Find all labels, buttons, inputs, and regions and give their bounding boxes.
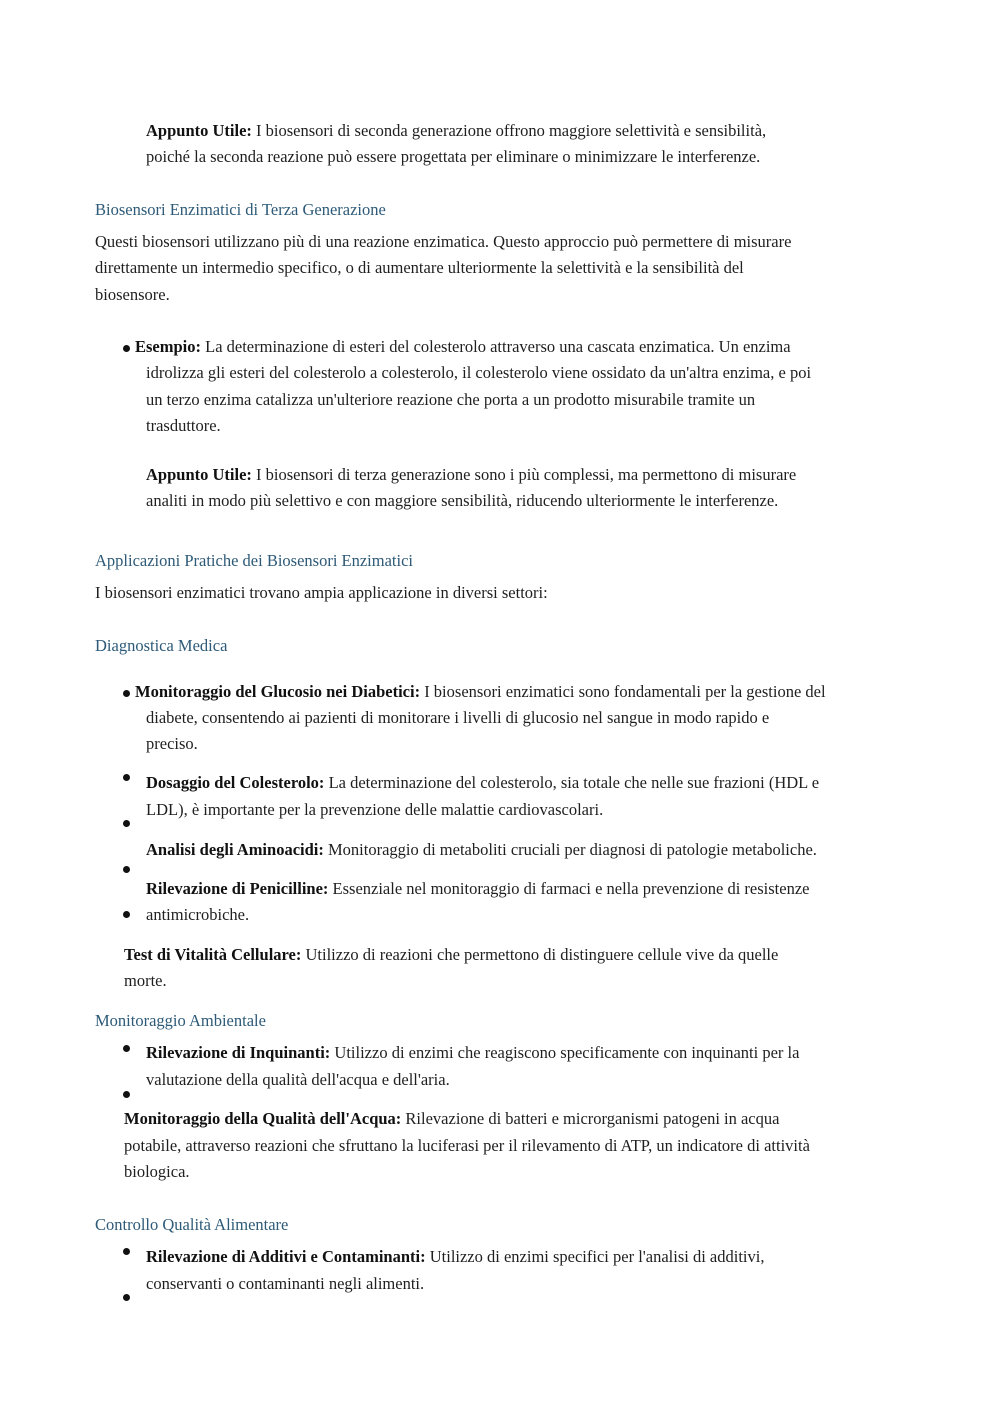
list-item-line: preciso. [146, 734, 198, 753]
list-item-line: conservanti o contaminanti negli alimenti. [146, 1274, 425, 1293]
list-item: Rilevazione di Inquinanti: Utilizzo di enzimi che reagiscono specificamente con inquinanti per la [146, 1043, 800, 1062]
example-line: trasduttore. [146, 416, 221, 435]
bullet-icon [123, 1091, 130, 1098]
bullet-icon [123, 911, 130, 918]
list-item-line: antimicrobiche. [146, 905, 250, 924]
section-heading-third-generation: Biosensori Enzimatici di Terza Generazione [95, 200, 386, 219]
note-paragraph: Appunto Utile: I biosensori di seconda generazione offrono maggiore selettività e sensibilità, [146, 121, 767, 140]
bullet-icon [123, 345, 130, 352]
list-item-line: biologica. [124, 1162, 190, 1181]
section-heading-diagnostics: Diagnostica Medica [95, 636, 228, 655]
item-label: Dosaggio del Colesterolo: [146, 773, 325, 792]
example-label: Esempio: [135, 337, 201, 356]
list-item: Rilevazione di Additivi e Contaminanti: Utilizzo di enzimi specifici per l'analisi di additivi, [146, 1247, 765, 1266]
list-item: Analisi degli Aminoacidi: Monitoraggio di metaboliti cruciali per diagnosi di patologie metaboliche. [146, 840, 817, 859]
list-item: Monitoraggio del Glucosio nei Diabetici: I biosensori enzimatici sono fondamentali per la gestione del [135, 682, 826, 701]
paragraph-line: biosensore. [95, 285, 170, 304]
note-paragraph-line: analiti in modo più selettivo e con maggiore sensibilità, riducendo ulteriormente le interferenze. [146, 491, 779, 510]
section-heading-environment: Monitoraggio Ambientale [95, 1011, 266, 1030]
item-label: Test di Vitalità Cellulare: [124, 945, 302, 964]
note-label: Appunto Utile: [146, 121, 252, 140]
bullet-icon [123, 1045, 130, 1052]
item-label: Analisi degli Aminoacidi: [146, 840, 324, 859]
list-item-line: diabete, consentendo ai pazienti di monitorare i livelli di glucosio nel sangue in modo rapido e [146, 708, 770, 727]
example-item: Esempio: La determinazione di esteri del colesterolo attraverso una cascata enzimatica. Un enzima [135, 337, 791, 356]
item-label: Monitoraggio del Glucosio nei Diabetici: [135, 682, 421, 701]
list-item-line: LDL), è importante per la prevenzione delle malattie cardiovascolari. [146, 800, 604, 819]
intro-paragraph: I biosensori enzimatici trovano ampia applicazione in diversi settori: [95, 583, 548, 602]
section-heading-applications: Applicazioni Pratiche dei Biosensori Enzimatici [95, 551, 413, 570]
paragraph-line: direttamente un intermedio specifico, o di aumentare ulteriormente la selettività e la sensibilità del [95, 258, 744, 277]
bullet-icon [123, 866, 130, 873]
bullet-icon [123, 690, 130, 697]
list-item-line: morte. [124, 971, 167, 990]
bullet-icon [123, 1248, 130, 1255]
example-line: idrolizza gli esteri del colesterolo a colesterolo, il colesterolo viene ossidato da un'altra enzima, e poi [146, 363, 812, 382]
note-paragraph-line: poiché la seconda reazione può essere progettata per eliminare o minimizzare le interferenze. [146, 147, 761, 166]
item-label: Rilevazione di Inquinanti: [146, 1043, 331, 1062]
bullet-icon [123, 774, 130, 781]
note-label: Appunto Utile: [146, 465, 252, 484]
list-item: Test di Vitalità Cellulare: Utilizzo di reazioni che permettono di distinguere cellule vive da quelle [124, 945, 779, 964]
list-item-line: potabile, attraverso reazioni che sfruttano la luciferasi per il rilevamento di ATP, un indicatore di attività [124, 1136, 810, 1155]
note-paragraph: Appunto Utile: I biosensori di terza generazione sono i più complessi, ma permettono di misurare [146, 465, 797, 484]
bullet-icon [123, 820, 130, 827]
item-label: Rilevazione di Additivi e Contaminanti: [146, 1247, 426, 1266]
item-label: Monitoraggio della Qualità dell'Acqua: [124, 1109, 402, 1128]
bullet-icon [123, 1294, 130, 1301]
list-item-line: valutazione della qualità dell'acqua e dell'aria. [146, 1070, 450, 1089]
list-item: Dosaggio del Colesterolo: La determinazione del colesterolo, sia totale che nelle sue frazioni (HDL e [146, 773, 820, 792]
example-line: un terzo enzima catalizza un'ulteriore reazione che porta a un prodotto misurabile tramite un [146, 390, 756, 409]
paragraph-line: Questi biosensori utilizzano più di una reazione enzimatica. Questo approccio può permettere di misurare [95, 232, 792, 251]
item-label: Rilevazione di Penicilline: [146, 879, 329, 898]
list-item: Monitoraggio della Qualità dell'Acqua: Rilevazione di batteri e microrganismi patogeni in acqua [124, 1109, 780, 1128]
list-item: Rilevazione di Penicilline: Essenziale nel monitoraggio di farmaci e nella prevenzione di resistenze [146, 879, 810, 898]
section-heading-food-quality: Controllo Qualità Alimentare [95, 1215, 289, 1234]
